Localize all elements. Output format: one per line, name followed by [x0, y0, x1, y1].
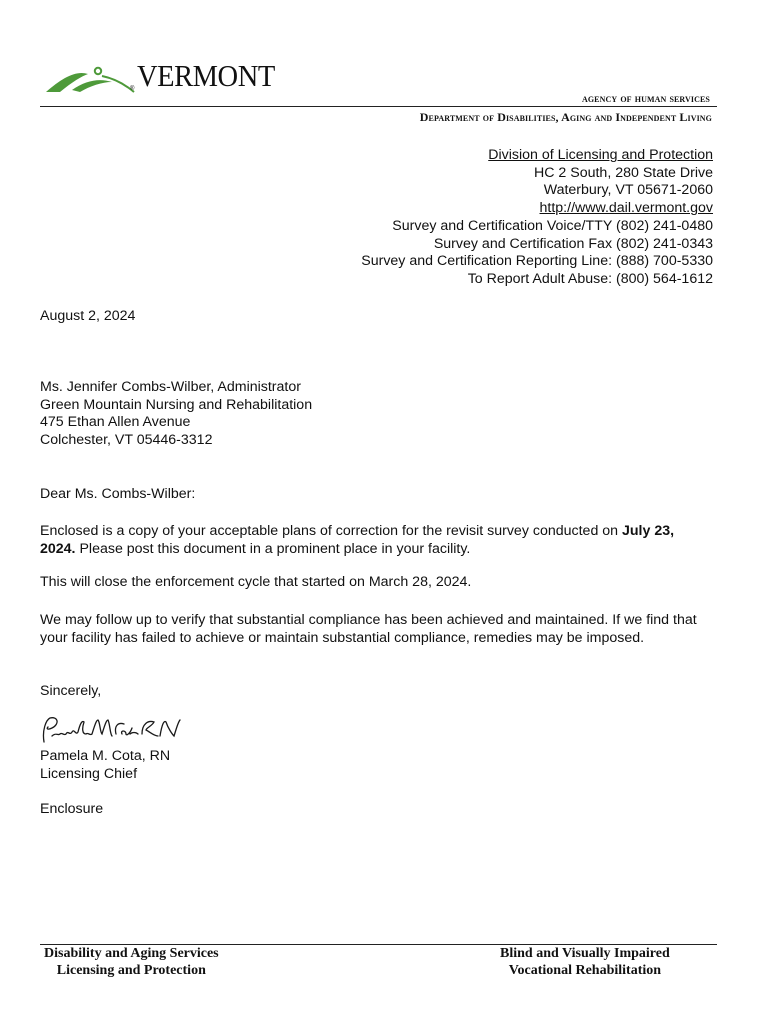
signer-block — [40, 748, 170, 783]
paragraph-enclosed — [40, 522, 700, 558]
footer-left-line: Disability and Aging Services — [44, 946, 219, 961]
street-address: HC 2 South, 280 State Drive — [533, 164, 713, 181]
recipient-line: Colchester, VT 05446-3312 — [40, 432, 213, 449]
agency-name: agency of human services — [581, 91, 710, 105]
salutation: Dear Ms. Combs-Wilber: — [40, 486, 196, 502]
abuse-line: To Report Adult Abuse: (800) 564-1612 — [467, 270, 713, 287]
footer-right — [500, 945, 670, 979]
website-link[interactable]: http://www.dail.vermont.gov — [539, 200, 713, 217]
reporting-line: Survey and Certification Reporting Line: (888) 700-5330 — [361, 253, 713, 270]
recipient-address — [40, 379, 312, 450]
mountain-icon — [42, 62, 137, 96]
contact-block — [361, 147, 713, 289]
registered-mark: ® — [130, 86, 135, 92]
p1-text-end: Please post this document in a prominent place in your facility. — [75, 541, 471, 557]
signature — [38, 714, 188, 752]
recipient-line: Green Mountain Nursing and Rehabilitation — [40, 396, 313, 413]
paragraph-followup: We may follow up to verify that substantial compliance has been achieved and maintained. If we find that your facility has failed to achieve or maintain substantial compliance, remedies may be imposed. — [40, 612, 697, 646]
signer-title: Licensing Chief — [40, 765, 138, 782]
city-address: Waterbury, VT 05671-2060 — [543, 182, 713, 199]
fax-line: Survey and Certification Fax (802) 241-0343 — [433, 235, 713, 252]
p1-bold-date: July 23, 2024. — [40, 523, 675, 557]
recipient-line: Ms. Jennifer Combs-Wilber, Administrator — [40, 379, 301, 395]
enclosure-note: Enclosure — [40, 801, 104, 817]
logo-wordmark: VERMONT — [137, 58, 275, 93]
footer-right-line: Blind and Visually Impaired — [500, 946, 670, 961]
signer-name: Pamela M. Cota, RN — [40, 748, 171, 764]
footer-left-line: Licensing and Protection — [56, 963, 206, 978]
letter-date: August 2, 2024 — [40, 308, 136, 324]
paragraph-cycle: This will close the enforcement cycle that started on March 28, 2024. — [40, 574, 472, 590]
closing: Sincerely, — [40, 683, 102, 699]
footer-right-line: Vocational Rehabilitation — [508, 963, 662, 978]
p1-text: Enclosed is a copy of your acceptable plans of correction for the revisit survey conducted on — [40, 523, 622, 539]
recipient-line: 475 Ethan Allen Avenue — [40, 414, 191, 431]
footer-left — [44, 945, 219, 979]
handwritten-signature — [38, 714, 188, 748]
department-name: Department of Disabilities, Aging and Independent Living — [419, 110, 712, 124]
header-divider — [40, 106, 717, 107]
vermont-logo — [42, 58, 282, 98]
voice-line: Survey and Certification Voice/TTY (802) 241-0480 — [392, 217, 713, 234]
division-name: Division of Licensing and Protection — [488, 147, 713, 163]
